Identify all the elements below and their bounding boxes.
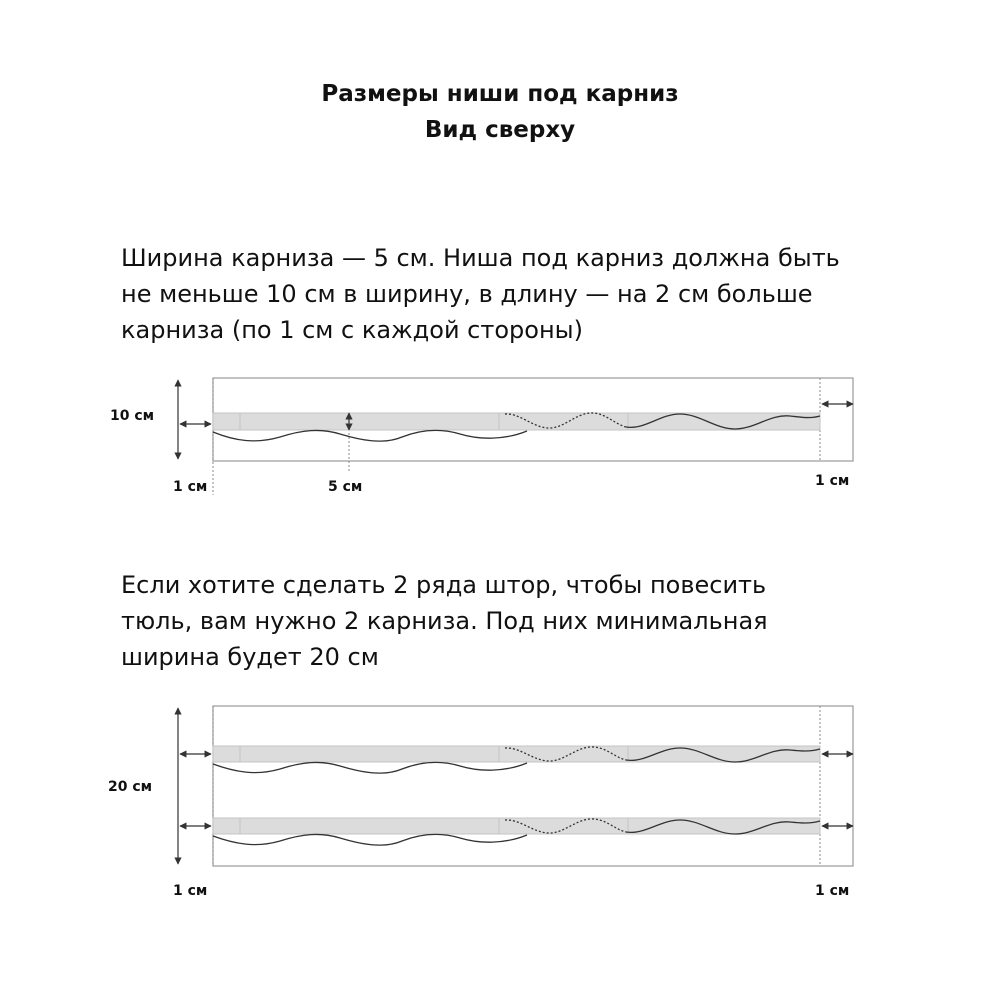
curtain-rod-back <box>213 818 820 834</box>
right-gap-label: 1 см <box>815 473 850 489</box>
left-gap-label: 1 см <box>173 479 208 495</box>
left-gap-label: 1 см <box>173 883 208 899</box>
curtain-rod-front <box>213 746 820 762</box>
section2-line-3: ширина будет 20 см <box>121 643 379 671</box>
curtain-rod <box>213 413 820 430</box>
page-subtitle: Вид сверху <box>424 117 576 143</box>
diagram-double-rod <box>108 706 853 899</box>
niche-outline <box>213 706 853 866</box>
curtain-wave <box>213 762 527 773</box>
height-label: 10 см <box>110 408 155 424</box>
rod-width-label: 5 см <box>328 479 363 495</box>
section2-line-1: Если хотите сделать 2 ряда штор, чтобы повесить <box>121 571 767 599</box>
right-gap-label: 1 см <box>815 883 850 899</box>
curtain-wave <box>213 834 527 845</box>
page-title: Размеры ниши под карниз <box>321 81 679 107</box>
section1-line-2: не меньше 10 см в ширину, в длину — на 2 см больше <box>121 280 813 308</box>
section2-line-2: тюль, вам нужно 2 карниза. Под них минимальная <box>121 607 768 635</box>
curtain-wave <box>213 430 527 441</box>
diagram-single-rod <box>110 378 853 495</box>
section1-line-1: Ширина карниза — 5 см. Ниша под карниз должна быть <box>121 244 840 272</box>
height-label: 20 см <box>108 779 153 795</box>
section1-line-3: карниза (по 1 см с каждой стороны) <box>121 316 583 344</box>
